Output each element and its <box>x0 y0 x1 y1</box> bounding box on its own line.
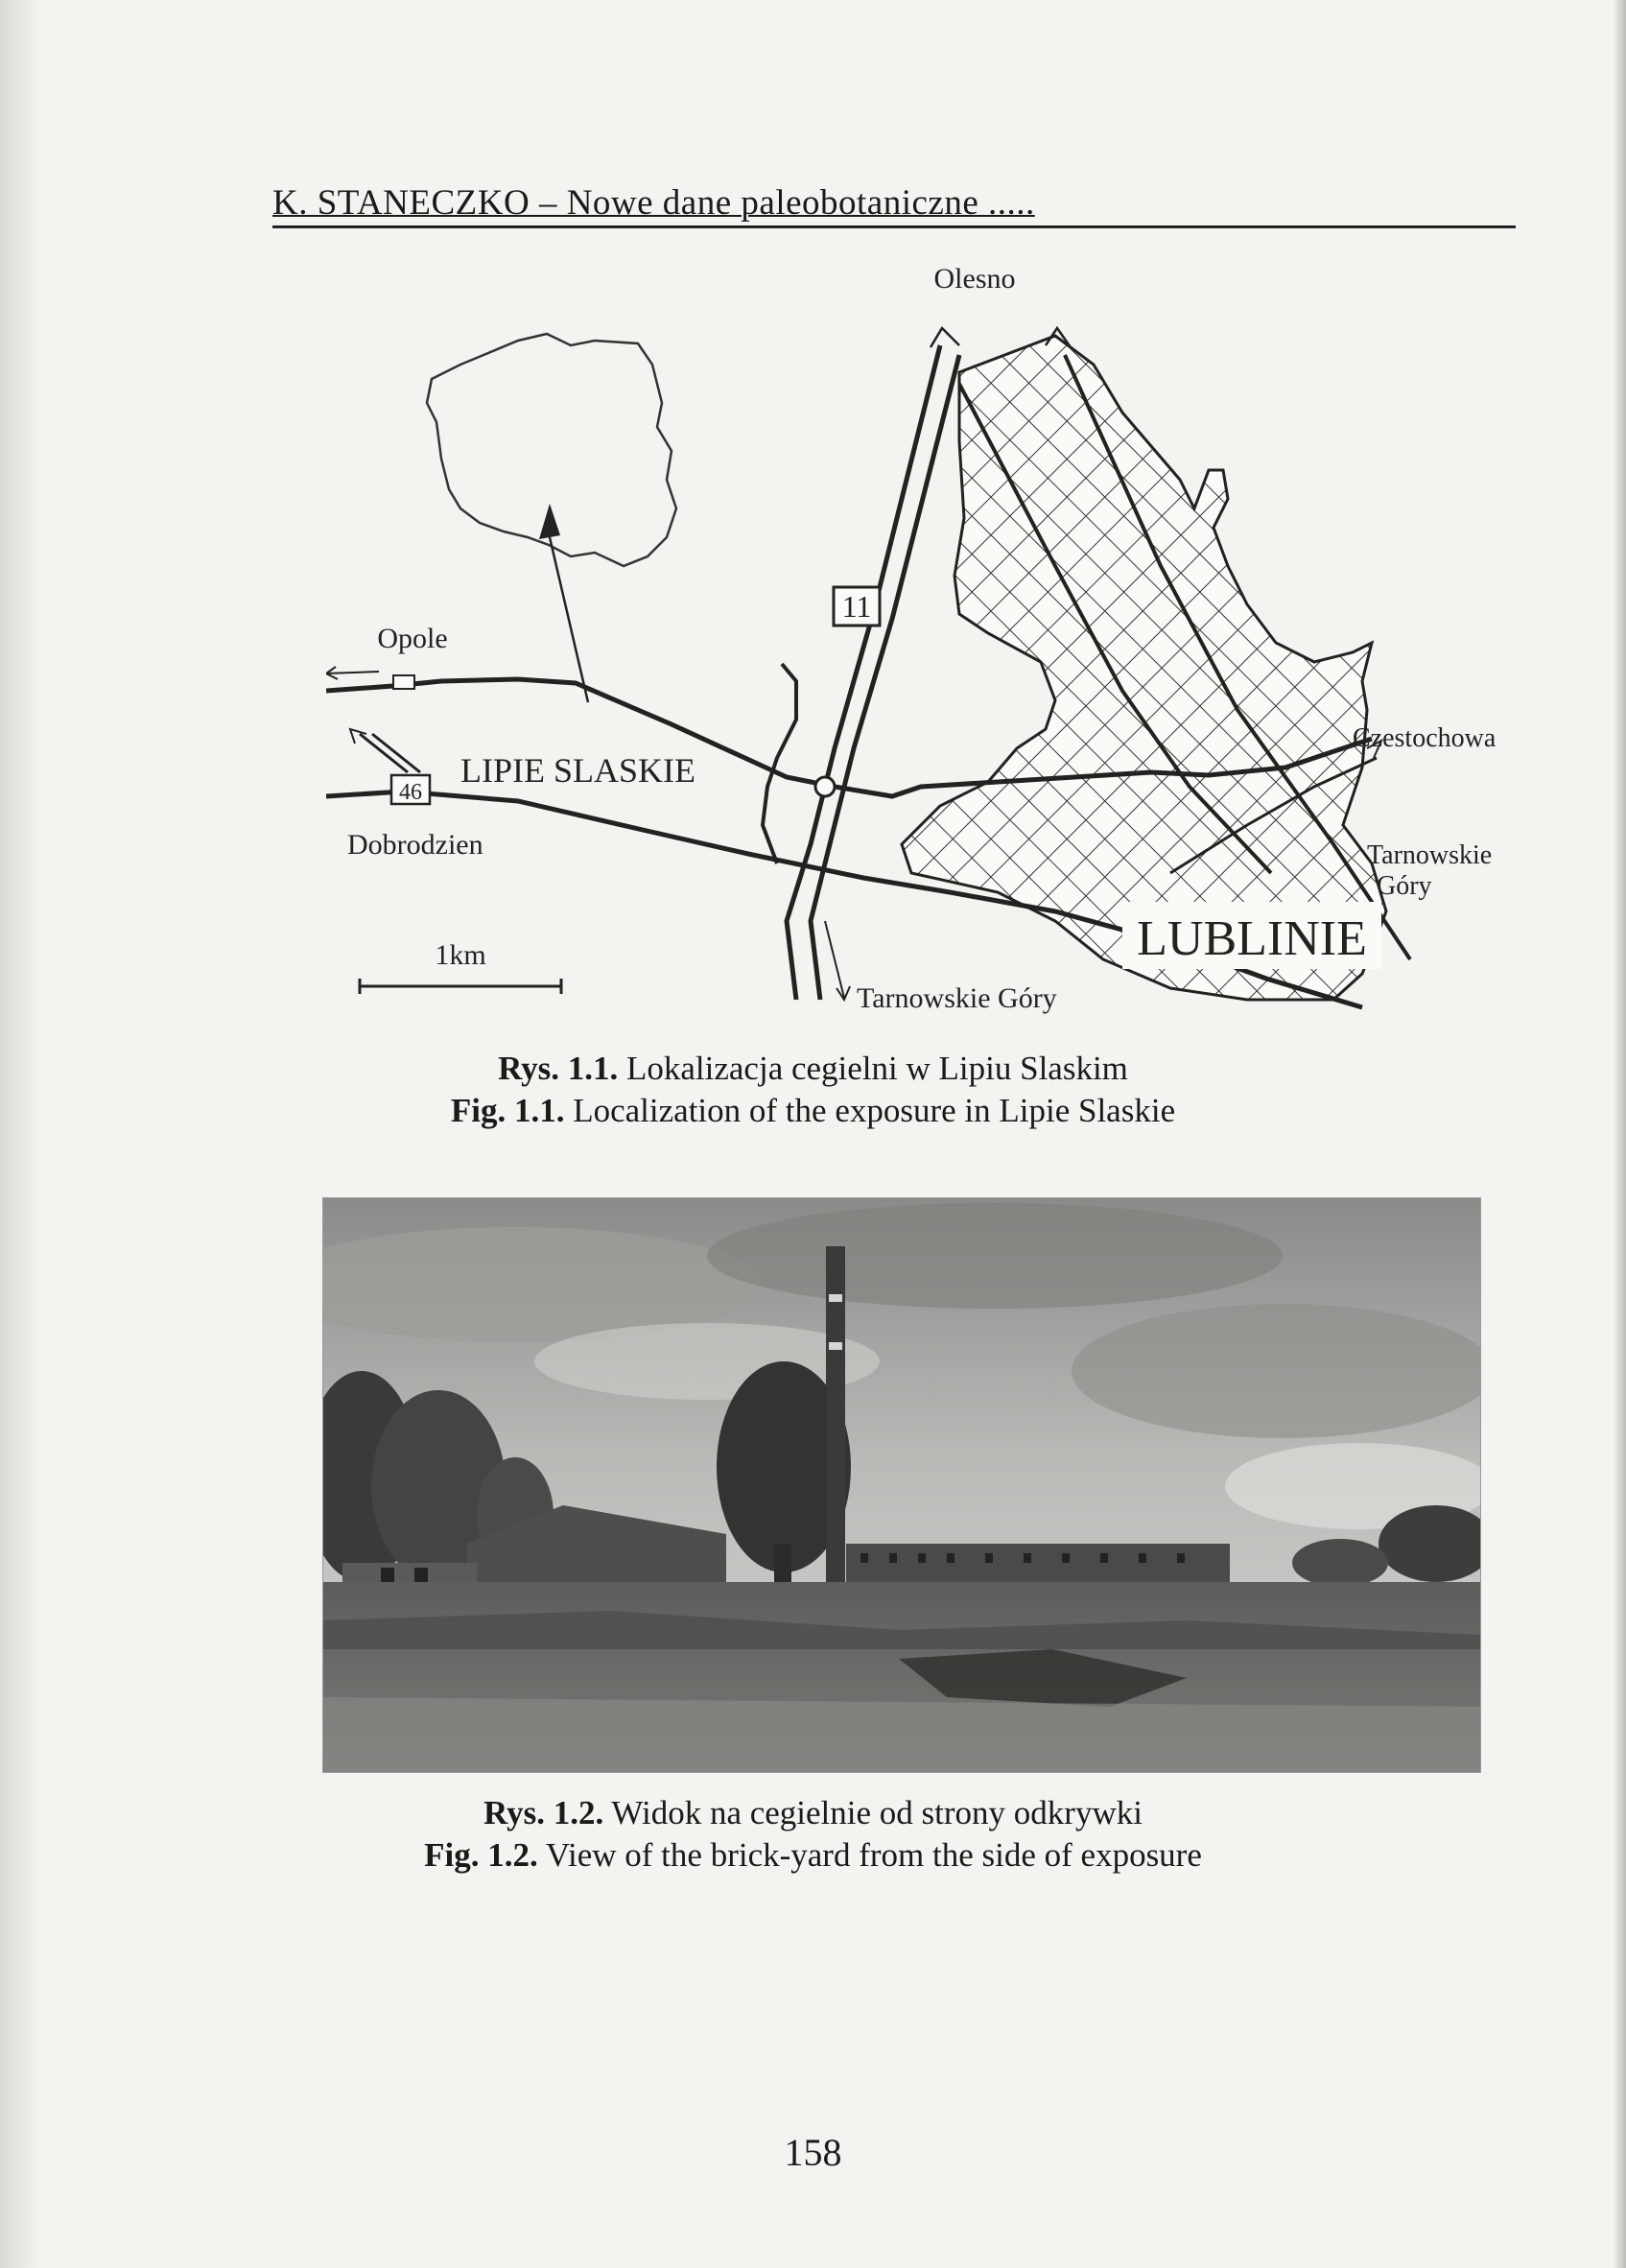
brickyard-photo <box>322 1197 1481 1773</box>
olesno-arrow <box>931 328 959 347</box>
road-46-label: 46 <box>399 780 422 805</box>
page-edge <box>1613 0 1626 2268</box>
figure-2-caption-en <box>0 1834 1626 1877</box>
figure-1-caption-en-text: Localization of the exposure in Lipie Slaskie <box>564 1092 1176 1129</box>
label-lipie-slaskie: LIPIE SLASKIE <box>460 751 695 790</box>
label-tarnowskie-gory-1: Tarnowskie <box>1367 840 1493 870</box>
road-11-label: 11 <box>841 589 872 624</box>
figure-1-caption-en-label: Fig. 1.1. <box>450 1092 565 1129</box>
figure-2-caption-pl <box>0 1792 1626 1834</box>
figure-2-caption-en-label: Fig. 1.2. <box>424 1836 538 1874</box>
page-number: 158 <box>784 2131 842 2174</box>
figure-1-caption-pl <box>0 1048 1626 1090</box>
label-opole: Opole <box>377 623 448 654</box>
label-tarnowskie-gory-2: Góry <box>1377 871 1432 901</box>
label-dobrodzien: Dobrodzien <box>347 829 483 861</box>
figure-1-caption-pl-label: Rys. 1.1. <box>498 1050 619 1087</box>
figure-2-caption-en-text: View of the brick-yard from the side of exposure <box>537 1836 1202 1874</box>
spine-shadow <box>0 0 38 2268</box>
figure-1-caption <box>0 1048 1626 1132</box>
location-map <box>326 249 1535 1046</box>
running-title: K. STANECZKO – Nowe dane paleobotaniczne ..... <box>272 183 1035 223</box>
label-lubliniec: LUBLINIE <box>1137 911 1367 966</box>
label-tarnowskie-gory-bottom: Tarnowskie Góry <box>857 982 1057 1014</box>
pointer-line <box>550 537 588 702</box>
label-scale: 1km <box>435 939 486 971</box>
figure-1-caption-en <box>0 1090 1626 1132</box>
pointer-arrowhead <box>539 504 560 539</box>
figure-2-caption-pl-label: Rys. 1.2. <box>483 1794 604 1831</box>
lubliniec-town-area <box>902 336 1386 1000</box>
label-czestochowa: Czestochowa <box>1353 723 1496 753</box>
figure-1-caption-pl-text: Lokalizacja cegielni w Lipiu Slaskim <box>618 1050 1128 1087</box>
running-head <box>272 182 1516 228</box>
figure-2-caption <box>0 1792 1626 1877</box>
label-olesno: Olesno <box>933 263 1016 295</box>
road-11 <box>787 345 940 1000</box>
figure-2-caption-pl-text: Widok na cegielnie od strony odkrywki <box>603 1794 1143 1831</box>
